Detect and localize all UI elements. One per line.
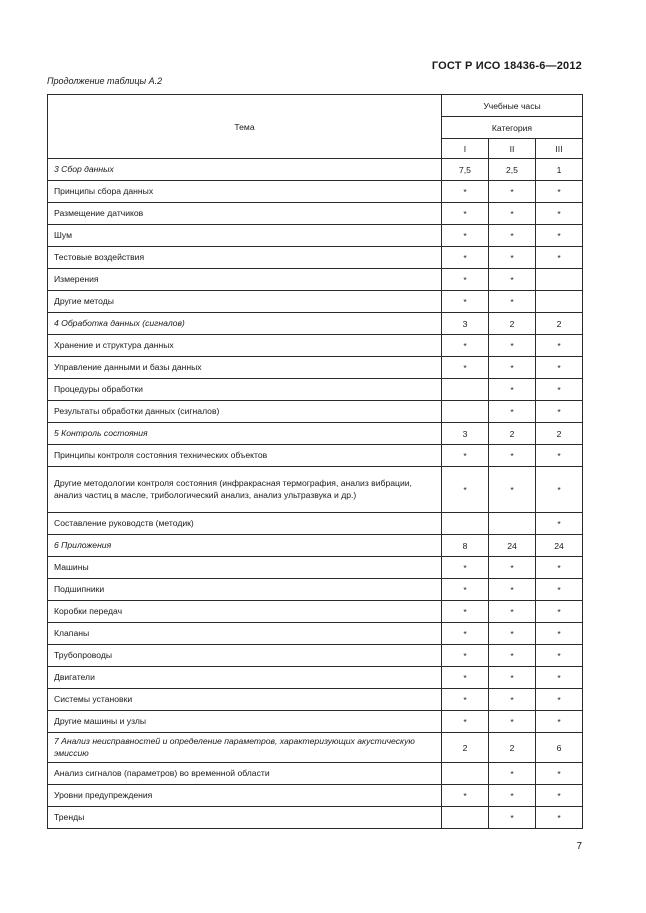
table-row <box>48 335 583 357</box>
table-body <box>48 159 583 829</box>
topic-cell: Управление данными и базы данных <box>48 357 442 379</box>
topic-cell: Составление руководств (методик) <box>48 513 442 535</box>
hours-cell-category-3: * <box>536 645 583 667</box>
topic-cell: Системы установки <box>48 689 442 711</box>
hours-cell-category-2: * <box>489 645 536 667</box>
hours-cell-category-1 <box>442 807 489 829</box>
hours-cell-category-3: 2 <box>536 313 583 335</box>
hours-cell-category-3: * <box>536 357 583 379</box>
table-row <box>48 445 583 467</box>
hours-cell-category-3: * <box>536 467 583 513</box>
hours-cell-category-3: * <box>536 247 583 269</box>
table-row <box>48 579 583 601</box>
topic-cell: Другие методологии контроля состояния (инфракрасная термография, анализ вибрации, анализ частиц в масле, трибологический анализ, анализ ультразвука и др.) <box>48 467 442 513</box>
hours-cell-category-2 <box>489 513 536 535</box>
section-row <box>48 535 583 557</box>
hours-cell-category-2: * <box>489 763 536 785</box>
topic-cell: Анализ сигналов (параметров) во временной области <box>48 763 442 785</box>
table-row <box>48 513 583 535</box>
topic-cell: Машины <box>48 557 442 579</box>
hours-cell-category-1: * <box>442 557 489 579</box>
hours-cell-category-1: * <box>442 667 489 689</box>
hours-cell-category-2: * <box>489 579 536 601</box>
hours-cell-category-1: * <box>442 645 489 667</box>
hours-cell-category-2: * <box>489 247 536 269</box>
hours-cell-category-1: * <box>442 445 489 467</box>
hours-column-header: Учебные часы <box>442 95 583 117</box>
topic-cell: Двигатели <box>48 667 442 689</box>
topic-cell: 7 Анализ неисправностей и определение параметров, характеризующих акустическую эмиссию <box>48 733 442 763</box>
topic-cell: Размещение датчиков <box>48 203 442 225</box>
hours-cell-category-2: * <box>489 225 536 247</box>
table-row <box>48 623 583 645</box>
hours-cell-category-1: * <box>442 785 489 807</box>
topic-cell: Результаты обработки данных (сигналов) <box>48 401 442 423</box>
hours-cell-category-2: * <box>489 445 536 467</box>
hours-cell-category-2: * <box>489 269 536 291</box>
topic-cell: Тренды <box>48 807 442 829</box>
hours-cell-category-3 <box>536 291 583 313</box>
section-row <box>48 313 583 335</box>
hours-cell-category-1: 7,5 <box>442 159 489 181</box>
hours-cell-category-3: 2 <box>536 423 583 445</box>
training-hours-table <box>47 94 583 829</box>
hours-cell-category-2: * <box>489 785 536 807</box>
document-standard-title: ГОСТ Р ИСО 18436-6—2012 <box>431 60 582 72</box>
hours-cell-category-1: * <box>442 335 489 357</box>
page-number: 7 <box>576 841 582 852</box>
table-row <box>48 689 583 711</box>
hours-cell-category-3: * <box>536 445 583 467</box>
hours-cell-category-3: * <box>536 335 583 357</box>
hours-cell-category-1 <box>442 401 489 423</box>
hours-cell-category-1: * <box>442 357 489 379</box>
table-row <box>48 357 583 379</box>
table-row <box>48 269 583 291</box>
hours-cell-category-2: * <box>489 667 536 689</box>
hours-cell-category-3: * <box>536 401 583 423</box>
hours-cell-category-3: * <box>536 181 583 203</box>
topic-cell: Принципы контроля состояния технических объектов <box>48 445 442 467</box>
table-caption: Продолжение таблицы А.2 <box>47 76 163 86</box>
hours-cell-category-1: * <box>442 579 489 601</box>
hours-cell-category-3: * <box>536 203 583 225</box>
hours-cell-category-2: * <box>489 335 536 357</box>
hours-cell-category-1: 3 <box>442 313 489 335</box>
table-row <box>48 557 583 579</box>
topic-cell: Хранение и структура данных <box>48 335 442 357</box>
hours-cell-category-1: * <box>442 203 489 225</box>
hours-cell-category-1: * <box>442 711 489 733</box>
table-row <box>48 645 583 667</box>
hours-cell-category-3: * <box>536 601 583 623</box>
hours-cell-category-3: * <box>536 667 583 689</box>
table-row <box>48 225 583 247</box>
hours-cell-category-1: * <box>442 269 489 291</box>
table-row <box>48 467 583 513</box>
table-row <box>48 667 583 689</box>
hours-cell-category-3: * <box>536 579 583 601</box>
topic-cell: Другие машины и узлы <box>48 711 442 733</box>
table-row <box>48 711 583 733</box>
hours-cell-category-1: * <box>442 181 489 203</box>
hours-cell-category-1: 2 <box>442 733 489 763</box>
hours-cell-category-1: * <box>442 467 489 513</box>
hours-cell-category-3: * <box>536 807 583 829</box>
category-i-header: I <box>442 139 489 159</box>
hours-cell-category-3: * <box>536 763 583 785</box>
hours-cell-category-1: * <box>442 225 489 247</box>
hours-cell-category-3: * <box>536 225 583 247</box>
table-row <box>48 181 583 203</box>
hours-cell-category-2: 2,5 <box>489 159 536 181</box>
hours-cell-category-2: * <box>489 401 536 423</box>
topic-cell: Уровни предупреждения <box>48 785 442 807</box>
hours-cell-category-2: * <box>489 291 536 313</box>
topic-cell: Клапаны <box>48 623 442 645</box>
topic-column-header: Тема <box>48 95 442 159</box>
hours-cell-category-3: * <box>536 557 583 579</box>
hours-cell-category-2: * <box>489 623 536 645</box>
topic-cell: Трубопроводы <box>48 645 442 667</box>
topic-cell: 4 Обработка данных (сигналов) <box>48 313 442 335</box>
table-row <box>48 785 583 807</box>
hours-cell-category-2: * <box>489 357 536 379</box>
hours-cell-category-2: * <box>489 181 536 203</box>
hours-cell-category-3: * <box>536 689 583 711</box>
topic-cell: Шум <box>48 225 442 247</box>
category-column-header: Категория <box>442 117 583 139</box>
hours-cell-category-3: * <box>536 623 583 645</box>
topic-cell: Процедуры обработки <box>48 379 442 401</box>
category-iii-header: III <box>536 139 583 159</box>
table-row <box>48 379 583 401</box>
hours-cell-category-2: 2 <box>489 733 536 763</box>
topic-cell: Другие методы <box>48 291 442 313</box>
hours-cell-category-1: * <box>442 601 489 623</box>
hours-cell-category-1: 3 <box>442 423 489 445</box>
hours-cell-category-1: * <box>442 247 489 269</box>
hours-cell-category-3: * <box>536 379 583 401</box>
topic-cell: Измерения <box>48 269 442 291</box>
hours-cell-category-1: * <box>442 689 489 711</box>
topic-cell: 3 Сбор данных <box>48 159 442 181</box>
hours-cell-category-1 <box>442 513 489 535</box>
table-row <box>48 291 583 313</box>
hours-cell-category-3 <box>536 269 583 291</box>
table-row <box>48 763 583 785</box>
hours-cell-category-2: * <box>489 467 536 513</box>
topic-cell: Подшипники <box>48 579 442 601</box>
hours-cell-category-3: 24 <box>536 535 583 557</box>
category-ii-header: II <box>489 139 536 159</box>
topic-cell: Тестовые воздействия <box>48 247 442 269</box>
hours-cell-category-2: * <box>489 807 536 829</box>
hours-cell-category-2: 24 <box>489 535 536 557</box>
table-row <box>48 601 583 623</box>
hours-cell-category-2: 2 <box>489 423 536 445</box>
section-row <box>48 159 583 181</box>
section-row <box>48 423 583 445</box>
hours-cell-category-2: * <box>489 203 536 225</box>
topic-cell: Коробки передач <box>48 601 442 623</box>
table-row <box>48 203 583 225</box>
hours-cell-category-1: * <box>442 623 489 645</box>
table-row <box>48 807 583 829</box>
hours-cell-category-2: * <box>489 711 536 733</box>
hours-cell-category-2: * <box>489 601 536 623</box>
hours-cell-category-2: * <box>489 557 536 579</box>
hours-cell-category-2: * <box>489 689 536 711</box>
hours-cell-category-3: 1 <box>536 159 583 181</box>
hours-cell-category-3: 6 <box>536 733 583 763</box>
topic-cell: 6 Приложения <box>48 535 442 557</box>
hours-cell-category-3: * <box>536 513 583 535</box>
hours-cell-category-2: 2 <box>489 313 536 335</box>
hours-cell-category-1 <box>442 763 489 785</box>
topic-cell: Принципы сбора данных <box>48 181 442 203</box>
hours-cell-category-1: 8 <box>442 535 489 557</box>
hours-cell-category-1 <box>442 379 489 401</box>
section-row <box>48 733 583 763</box>
hours-cell-category-3: * <box>536 711 583 733</box>
table-row <box>48 401 583 423</box>
hours-cell-category-2: * <box>489 379 536 401</box>
hours-cell-category-1: * <box>442 291 489 313</box>
topic-cell: 5 Контроль состояния <box>48 423 442 445</box>
hours-cell-category-3: * <box>536 785 583 807</box>
table-row <box>48 247 583 269</box>
